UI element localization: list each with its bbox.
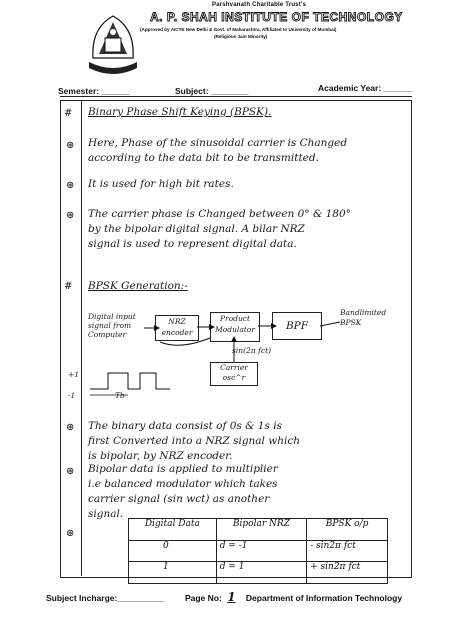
bpf-box: BPF xyxy=(272,312,322,340)
nrz-waveform xyxy=(80,365,180,405)
table-cell: - sin2π fct xyxy=(307,540,388,562)
notes-title: Binary Phase Shift Keying (BPSK). xyxy=(88,106,272,118)
approval-text: (Approved by AICTE New Delhi & Govt. of Maharashtra, Affiliated to University of Mumbai) xyxy=(140,27,337,32)
para5-line2: i.e balanced modulator which takes xyxy=(88,478,278,490)
academic-year-field: Academic Year: ______ xyxy=(318,83,412,93)
hash-mark: # xyxy=(64,281,73,292)
generation-title: BPSK Generation:- xyxy=(88,280,188,292)
product-modulator-box: Product Modulator xyxy=(210,312,260,342)
table-header: Digital Data xyxy=(129,519,217,541)
para5-line3: carrier signal (sin wct) as another xyxy=(88,493,270,505)
hash-mark: # xyxy=(64,108,73,119)
nrz-encoder-box: NRZ encoder xyxy=(155,315,199,341)
table-row xyxy=(129,562,388,584)
table-header: Bipolar NRZ xyxy=(216,519,306,541)
bpsk-table xyxy=(128,518,388,584)
institute-logo xyxy=(83,8,143,78)
subject-incharge: Subject Incharge:__________ xyxy=(46,593,165,603)
subject-field: Subject: ________ xyxy=(175,86,249,96)
carrier-oscillator-box: Carrier osc^r xyxy=(210,362,258,386)
para4-line2: first Converted into a NRZ signal which xyxy=(88,435,301,447)
table-header: BPSK o/p xyxy=(307,519,388,541)
bullet-icon: ⊛ xyxy=(66,210,75,221)
semester-field: Semester: ______ xyxy=(58,86,130,96)
top-rule xyxy=(60,96,412,97)
table-cell: 1 xyxy=(129,562,217,584)
para3-line1: The carrier phase is Changed between 0° & 180° xyxy=(88,208,351,220)
para1-line1: Here, Phase of the sinusoidal carrier is Changed xyxy=(88,137,348,149)
table-cell: d = 1 xyxy=(216,562,306,584)
page-number: 1 xyxy=(227,590,236,604)
para3-line2: by the bipolar digital signal. A bilar NRZ xyxy=(88,223,305,235)
minority-text: (Religious Jain Minority) xyxy=(214,34,268,39)
para1-line2: according to the data bit to be transmitted. xyxy=(88,152,319,164)
bullet-icon: ⊛ xyxy=(66,140,75,151)
para5-line1: Bipolar data is applied to multiplier xyxy=(88,463,278,475)
tb-label: Tb xyxy=(115,391,125,400)
table-cell: + sin2π fct xyxy=(307,562,388,584)
arrow-bpf-out xyxy=(320,322,340,326)
department-name: Department of Information Technology xyxy=(245,593,403,603)
bullet-icon: ⊛ xyxy=(66,180,75,191)
institute-name: A. P. SHAH INSTITUTE OF TECHNOLOGY xyxy=(150,10,403,24)
wave-plus-label: +1 xyxy=(68,370,80,379)
bullet-icon: ⊛ xyxy=(66,466,75,477)
table-row xyxy=(129,540,388,562)
input-label: Digital input signal from Computer xyxy=(88,312,136,339)
para2: It is used for high bit rates. xyxy=(88,178,234,190)
table-cell: d = -1 xyxy=(216,540,306,562)
table-cell: 0 xyxy=(129,540,217,562)
trust-name: Parshvanath Charitable Trust's xyxy=(212,2,307,8)
wave-minus-label: -1 xyxy=(68,391,76,400)
footer xyxy=(46,590,402,604)
sin-label: sin(2π fct) xyxy=(232,346,272,355)
para4-line1: The binary data consist of 0s & 1s is xyxy=(88,420,282,432)
para5-line4: signal. xyxy=(88,508,124,520)
bullet-icon: ⊛ xyxy=(66,422,75,433)
page-no-label: Page No: xyxy=(184,593,222,603)
para3-line3: signal is used to represent digital data. xyxy=(88,238,297,250)
bullet-icon: ⊛ xyxy=(66,528,75,539)
output-label: Bandlimited BPSK xyxy=(340,308,387,327)
input-curve xyxy=(160,338,210,345)
para4-line3: is bipolar, by NRZ encoder. xyxy=(88,450,233,462)
